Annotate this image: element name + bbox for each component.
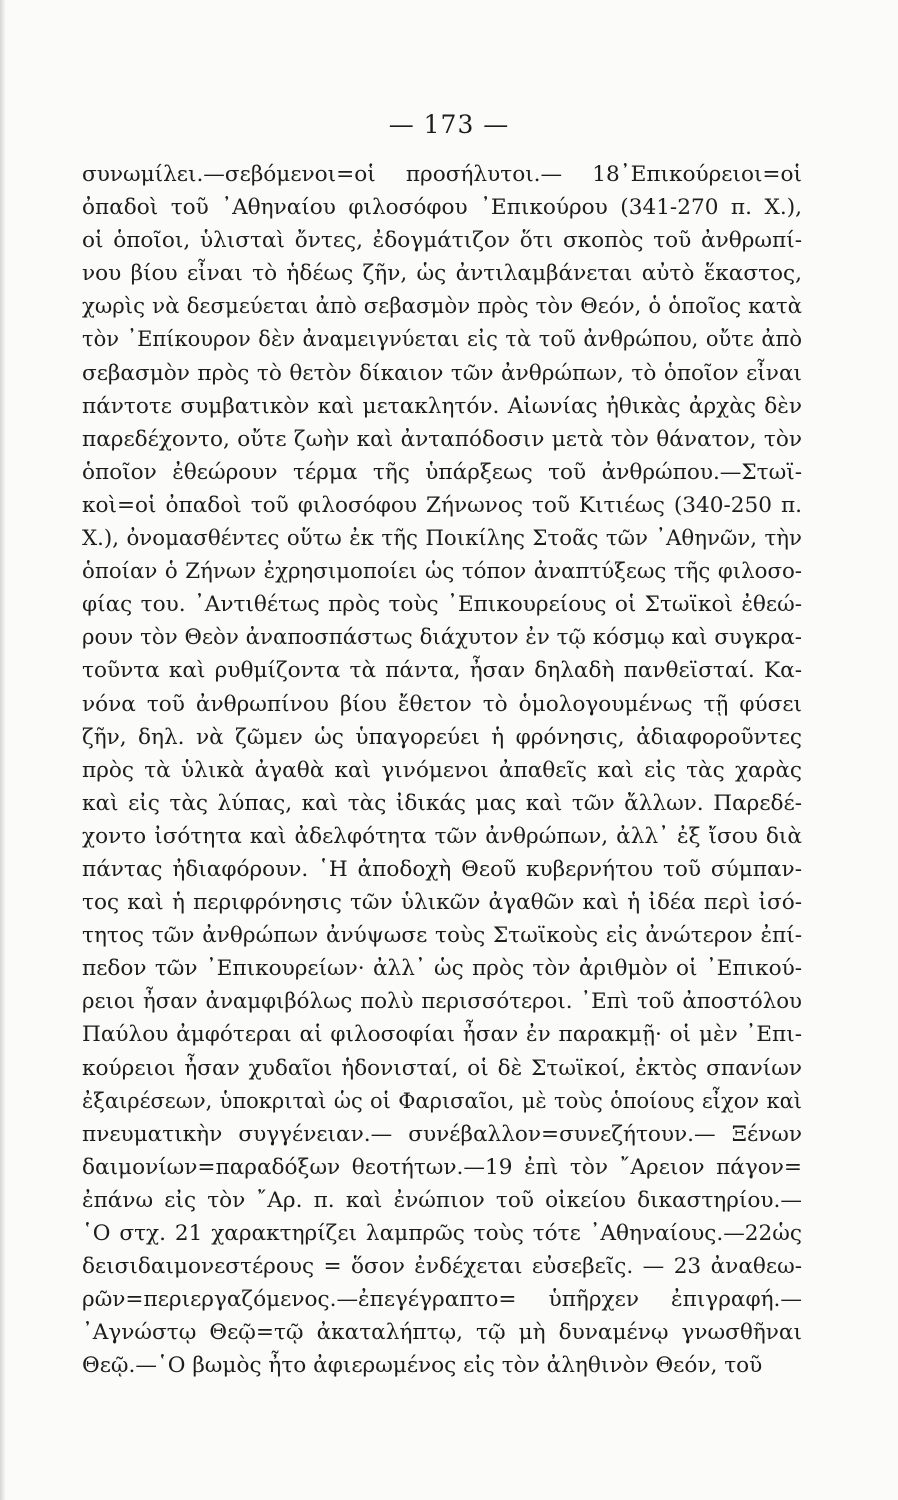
text-line: ᾽Αγνώστῳ Θεῷ=τῷ ἀκαταλήπτῳ, τῷ μὴ δυναμένῳ γνωσθῆναι <box>82 1320 802 1346</box>
text-line: ζῆν, δηλ. νὰ ζῶμεν ὡς ὑπαγορεύει ἡ φρόνησις, ἀδιαφοροῦντες <box>82 724 802 750</box>
text-line: χωρὶς νὰ δεσμεύεται ἀπὸ σεβασμὸν πρὸς τὸν Θεόν, ὁ ὁποῖος κατὰ <box>82 294 802 320</box>
text-line: Παύλου ἀμφότεραι αἱ φιλοσοφίαι ἦσαν ἐν παρακμῇ· οἱ μὲν ᾽Επι- <box>82 1022 802 1048</box>
text-line: καὶ εἰς τὰς λύπας, καὶ τὰς ἰδικάς μας καὶ τῶν ἄλλων. Παρεδέ- <box>82 790 802 816</box>
text-line: πρὸς τὰ ὑλικὰ ἀγαθὰ καὶ γινόμενοι ἀπαθεῖς καὶ εἰς τὰς χαρὰς <box>82 757 802 783</box>
text-line: ὁποίαν ὁ Ζήνων ἐχρησιμοποίει ὡς τόπον ἀναπτύξεως τῆς φιλοσο- <box>82 559 802 585</box>
text-line: ρειοι ἦσαν ἀναμφιβόλως πολὺ περισσότεροι. ᾽Επὶ τοῦ ἀποστόλου <box>82 989 802 1015</box>
text-line: Θεῷ.—῾Ο βωμὸς ἦτο ἀφιερωμένος εἰς τὸν ἀληθινὸν Θεόν, τοῦ <box>82 1353 763 1379</box>
text-line: φίας του. ᾽Αντιθέτως πρὸς τοὺς ᾽Επικουρείους οἱ Στωϊκοὶ ἐθεώ- <box>82 592 802 618</box>
text-line: ἐπάνω εἰς τὸν ῎Αρ. π. καὶ ἐνώπιον τοῦ οἰκείου δικαστηρίου.— <box>82 1187 802 1213</box>
text-line: συνωμίλει.—σεβόμενοι=οἱ προσήλυτοι.— 18᾽Επικούρειοι=οἱ <box>82 162 802 187</box>
page-edge <box>0 0 6 1500</box>
text-line: ρῶν=περιεργαζόμενος.—ἐπεγέγραπτο= ὑπῆρχεν ἐπιγραφή.— <box>82 1287 802 1313</box>
text-line: ὁποῖον ἐθεώρουν τέρμα τῆς ὑπάρξεως τοῦ ἀνθρώπου.—Στωϊ- <box>82 459 802 485</box>
text-line: πάντας ἠδιαφόρουν. ῾Η ἀποδοχὴ Θεοῦ κυβερνήτου τοῦ σύμπαν- <box>82 856 802 882</box>
text-line: ῾Ο στχ. 21 χαρακτηρίζει λαμπρῶς τοὺς τότε ᾽Αθηναίους.—22ὡς <box>82 1221 802 1246</box>
text-line: παρεδέχοντο, οὔτε ζωὴν καὶ ἀνταπόδοσιν μετὰ τὸν θάνατον, τὸν <box>82 426 802 452</box>
text-line: πνευματικὴν συγγένειαν.— συνέβαλλον=συνεζήτουν.— Ξένων <box>82 1121 802 1147</box>
text-line: χοντο ἰσότητα καὶ ἀδελφότητα τῶν ἀνθρώπων, ἀλλ᾽ ἐξ ἴσου διὰ <box>82 823 802 849</box>
text-line: τος καὶ ἡ περιφρόνησις τῶν ὑλικῶν ἀγαθῶν καὶ ἡ ἰδέα περὶ ἰσό- <box>82 890 802 916</box>
text-line: σεβασμὸν πρὸς τὸ θετὸν δίκαιον τῶν ἀνθρώπων, τὸ ὁποῖον εἶναι <box>82 360 802 386</box>
text-line: δεισιδαιμονεστέρους = ὅσον ἐνδέχεται εὐσεβεῖς. — 23 ἀναθεω- <box>82 1254 802 1280</box>
text-line: ἐξαιρέσεων, ὑποκριταὶ ὡς οἱ Φαρισαῖοι, μὲ τοὺς ὁποίους εἶχον καὶ <box>82 1088 802 1113</box>
text-line: νόνα τοῦ ἀνθρωπίνου βίου ἔθετον τὸ ὁμολογουμένως τῇ φύσει <box>82 691 802 717</box>
text-line: τὸν ᾽Επίκουρον δὲν ἀναμειγνύεται εἰς τὰ τοῦ ἀνθρώπου, οὔτε ἀπὸ <box>82 327 802 352</box>
text-line: ρουν τὸν Θεὸν ἀναποσπάστως διάχυτον ἐν τῷ κόσμῳ καὶ συγκρα- <box>82 625 802 651</box>
text-line: δαιμονίων=παραδόξων θεοτήτων.—19 ἐπὶ τὸν ῎Αρειον πάγον= <box>82 1154 802 1180</box>
text-line: ὀπαδοὶ τοῦ ᾽Αθηναίου φιλοσόφου ᾽Επικούρου (341-270 π. Χ.), <box>82 195 802 221</box>
text-line: πάντοτε συμβατικὸν καὶ μετακλητόν. Αἰωνίας ἠθικὰς ἀρχὰς δὲν <box>82 393 802 419</box>
text-line: οἱ ὁποῖοι, ὑλισταὶ ὄντες, ἐδογμάτιζον ὅτι σκοπὸς τοῦ ἀνθρωπί- <box>82 228 802 254</box>
text-line: Χ.), ὀνομασθέντες οὕτω ἐκ τῆς Ποικίλης Στοᾶς τῶν ᾽Αθηνῶν, τὴν <box>82 526 802 552</box>
text-line: τητος τῶν ἀνθρώπων ἀνύψωσε τοὺς Στωϊκοὺς εἰς ἀνώτερον ἐπί- <box>82 923 802 949</box>
text-line: νου βίου εἶναι τὸ ἡδέως ζῆν, ὡς ἀντιλαμβάνεται αὐτὸ ἕκαστος, <box>82 261 802 287</box>
text-line: πεδον τῶν ᾽Επικουρείων· ἀλλ᾽ ὡς πρὸς τὸν ἀριθμὸν οἱ ᾽Επικού- <box>82 956 802 982</box>
text-line: κούρειοι ἦσαν χυδαῖοι ἡδονισταί, οἱ δὲ Στωϊκοί, ἐκτὸς σπανίων <box>82 1055 802 1081</box>
text-line: τοῦντα καὶ ρυθμίζοντα τὰ πάντα, ἦσαν δηλαδὴ πανθεϊσταί. Κα- <box>82 658 802 684</box>
text-line: κοὶ=οἱ ὀπαδοὶ τοῦ φιλοσόφου Ζήνωνος τοῦ Κιτιέως (340-250 π. <box>82 492 802 518</box>
page-number: — 173 — <box>388 110 510 139</box>
body-text <box>82 158 802 1382</box>
